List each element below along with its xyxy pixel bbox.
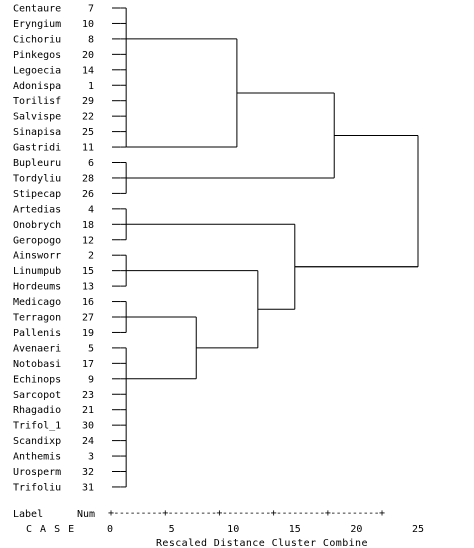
leaf-number: 1: [87, 80, 94, 92]
leaf-label: Pallenis: [13, 327, 62, 339]
leaf-label: Scandixp: [13, 436, 62, 448]
header-case: C A S E: [26, 524, 76, 535]
leaf-number: 10: [81, 18, 94, 30]
leaf-number: 7: [87, 3, 94, 15]
axis-tick-label: 15: [288, 524, 301, 535]
axis-tick-label: 0: [106, 524, 114, 535]
leaf-number: 25: [81, 127, 94, 139]
leaf-number: 12: [81, 235, 94, 247]
leaf-label: Gastridi: [13, 142, 62, 154]
leaf-label: Medicago: [13, 297, 62, 309]
leaf-number: 16: [81, 297, 94, 309]
leaf-number: 13: [81, 281, 94, 293]
leaf-number: 21: [81, 405, 94, 417]
leaf-label: Ainsworr: [13, 250, 62, 262]
leaf-label: Trifoliu: [13, 482, 62, 494]
leaf-number: 22: [81, 111, 94, 123]
leaf-number: 11: [81, 142, 94, 154]
axis-title: Rescaled Distance Cluster Combine: [156, 538, 368, 548]
leaf-number: 32: [81, 467, 94, 478]
leaf-label: Geropogo: [13, 235, 62, 247]
leaf-label: Rhagadio: [13, 405, 62, 417]
axis-tick-label: 20: [350, 524, 363, 535]
leaf-number: 30: [81, 420, 94, 432]
leaf-number: 27: [81, 312, 94, 324]
leaf-label: Stipecap: [13, 188, 62, 200]
leaf-label: Pinkegos: [13, 49, 62, 61]
leaf-label: Salvispe: [13, 111, 62, 123]
leaf-number: 18: [81, 219, 94, 231]
leaf-number: 2: [87, 250, 94, 262]
leaf-number: 6: [87, 158, 94, 169]
leaf-number: 3: [87, 451, 94, 463]
leaf-label: Centaure: [13, 3, 62, 15]
case-header: [13, 509, 95, 535]
leaf-label: Sarcopot: [13, 389, 62, 401]
axis-tick-label: 25: [411, 524, 425, 535]
leaf-number: 15: [81, 266, 94, 278]
header-label: Label: [13, 509, 44, 520]
leaf-label: Bupleuru: [13, 158, 62, 169]
axis-rule: +---------+---------+---------+---------+---------+: [108, 508, 385, 519]
leaf-label: Cichoriu: [13, 34, 62, 46]
leaf-label: Avenaeri: [13, 343, 62, 355]
leaf-number: 24: [81, 436, 94, 448]
leaf-label: Terragon: [13, 312, 62, 324]
leaf-number: 17: [81, 358, 94, 370]
leaf-number: 28: [81, 173, 94, 185]
leaf-number: 9: [87, 374, 94, 386]
leaf-label: Trifol_1: [13, 420, 62, 432]
leaf-label: Linumpub: [13, 266, 62, 278]
leaf-label: Urosperm: [13, 467, 62, 478]
leaf-label: Sinapisa: [13, 127, 62, 139]
axis-tick-label: 10: [227, 524, 240, 535]
leaf-label: Anthemis: [13, 451, 62, 463]
leaf-label: Notobasi: [13, 358, 62, 370]
leaf-number: 20: [81, 49, 94, 61]
leaf-number: 31: [81, 482, 94, 494]
leaf-label: Artedias: [13, 204, 62, 216]
leaf-labels: [13, 4, 94, 494]
leaf-label: Adonispa: [13, 80, 62, 92]
leaf-label: Onobrych: [13, 219, 62, 231]
leaf-label: Eryngium: [13, 18, 62, 30]
leaf-number: 23: [81, 389, 94, 401]
leaf-number: 26: [81, 188, 94, 200]
leaf-number: 29: [81, 96, 94, 108]
leaf-number: 4: [87, 204, 94, 216]
distance-axis: [107, 508, 424, 548]
leaf-number: 5: [87, 343, 94, 355]
leaf-label: Legoecia: [13, 65, 62, 77]
header-num: Num: [77, 509, 96, 520]
axis-tick-label: 5: [168, 524, 175, 535]
leaf-number: 8: [87, 34, 94, 46]
leaf-label: Torilisf: [13, 96, 62, 108]
leaf-label: Echinops: [13, 374, 62, 386]
leaf-label: Tordyliu: [13, 173, 62, 185]
leaf-label: Hordeums: [13, 281, 62, 293]
leaf-number: 14: [81, 65, 94, 77]
leaf-number: 19: [81, 327, 94, 339]
dendrogram-tree: [112, 8, 418, 487]
